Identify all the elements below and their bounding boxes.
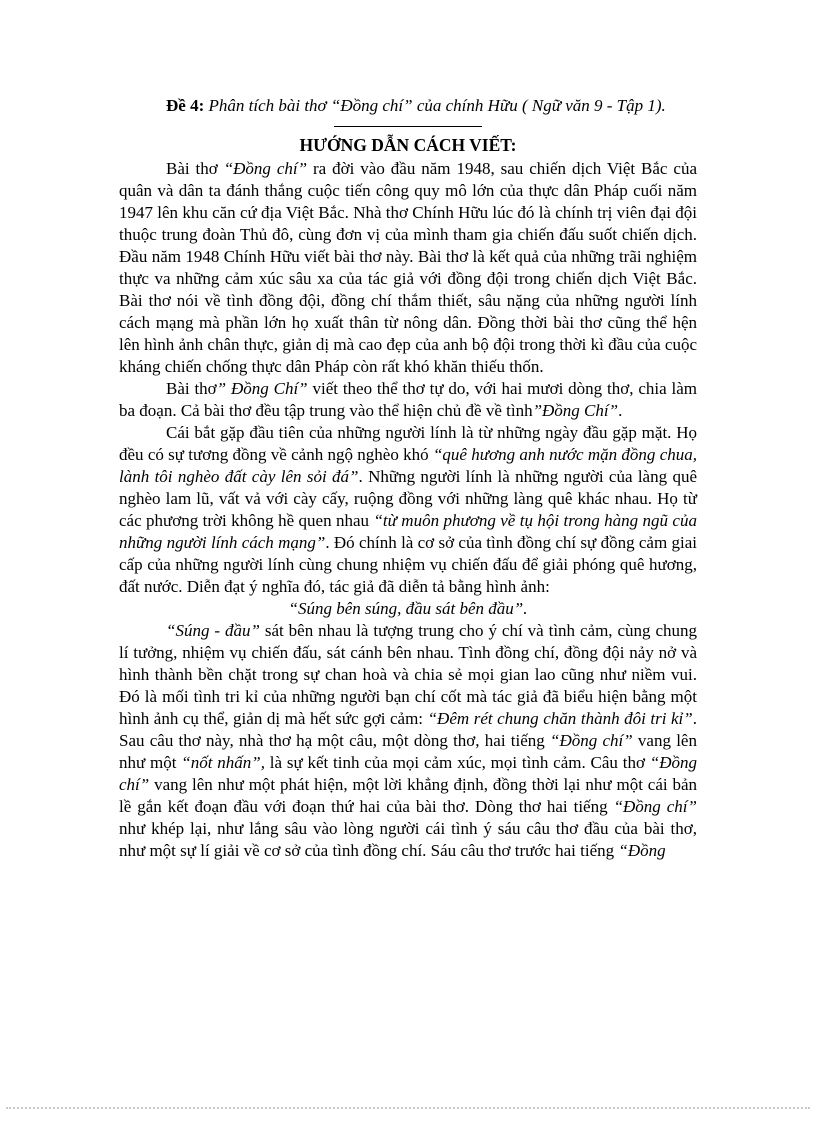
text-run: “từ muôn phương về tụ hội trong hàng ngũ của những người lính cách mạng”	[119, 511, 697, 552]
text-run: “Súng - đầu”	[166, 621, 260, 640]
text-run: Bài thơ	[166, 159, 224, 178]
poem-quote	[119, 598, 697, 620]
text-run: vang lên như một	[119, 731, 697, 772]
text-run: là sự kết tinh của mọi cảm xúc, mọi tình cảm. Câu thơ	[264, 753, 650, 772]
text-run: “nốt nhấn”,	[181, 753, 265, 772]
text-run: . Sau câu thơ này, nhà thơ hạ một câu, một dòng thơ, hai tiếng	[119, 709, 697, 750]
text-run: Bài thơ	[166, 379, 217, 398]
text-run: vang lên như một phát hiện, một lời khẳng định, đồng thời lại như một cái bản lề gắn kết đoạn đầu với đoạn thứ hai của bài thơ. Dòng thơ hai tiếng	[119, 775, 697, 816]
text-run: viết theo thể thơ tự do, với hai mươi dòng thơ, chia làm ba đoạn. Cả bài thơ đều tập trung vào thể hiện chủ đề về tình	[119, 379, 697, 420]
text-run: “Đêm rét chung chăn thành đôi tri kỉ”	[427, 709, 693, 728]
text-run: “Đồng chí”	[550, 731, 633, 750]
text-run: như khép lại, như lắng sâu vào lòng người cái tình ý sáu câu thơ đầu của bài thơ, như một sự lí giải về cơ sở của tình đồng chí. Sáu câu thơ trước hai tiếng	[119, 819, 697, 860]
paragraph-basis	[119, 422, 697, 598]
text-run: . Những người lính là những người của làng quê nghèo lam lũ, vất vả với cày cấy, ruộng đồng với những làng quê khác nhau. Họ từ các phương trời không hề quen nhau	[119, 467, 697, 530]
document-content	[119, 95, 697, 862]
text-run: ra đời vào đầu năm 1948, sau chiến dịch Việt Bắc của quân và dân ta đánh thắng cuộc tiến công quy mô lớn của thực dân Pháp cuối năm 1947 lên khu căn cứ địa Việt Bắc. Nhà thơ Chính Hữu lúc đó là chính trị viên đại đội thuộc trung đoàn Thủ đô, cùng đơn vị của mình tham gia chiến đấu suốt chiến dịch. Đầu năm 1948 Chính Hữu viết bài thơ này. Bài thơ là kết quả của những trãi nghiệm thực va những cảm xúc sâu xa của tác giả với đồng đội trong chiến dịch Việt Bắc. Bài thơ nói về tình đồng đội, đồng chí thắm thiết, sâu nặng của những người lính cách mạng mà phần lớn họ xuất thân từ nông dân. Đồng thời bài thơ cũng thể hện lên hình ảnh chân thực, giản dị mà cao đẹp của anh bộ đội trong thời kì đầu của cuộc kháng chiến chống thực dân Pháp còn rất khó khăn thiếu thốn.	[119, 159, 697, 376]
text-run: Phân tích bài thơ “Đồng chí” của chính Hữu ( Ngữ văn 9 - Tập 1).	[208, 96, 666, 115]
divider-line	[334, 126, 482, 127]
text-run: “Súng bên súng, đầu sát bên đầu”.	[288, 599, 528, 618]
text-run: “Đồng chí”	[223, 159, 308, 178]
text-run: “Đồng chí”	[613, 797, 697, 816]
text-run: ” Đồng Chí”	[216, 379, 308, 398]
text-run: “Đồng	[618, 841, 666, 860]
assignment-prompt	[119, 95, 697, 117]
text-run: ”Đồng Chí”	[532, 401, 619, 420]
paragraph-form	[119, 378, 697, 422]
text-run: sát bên nhau là tượng trung cho ý chí và tình cảm, cùng chung lí tưởng, nhiệm vụ chiến đấu, sát cánh bên nhau. Tình đồng chí, đồng đội nảy nở và hình thành bền chặt trong sự chan hoà và chia sẻ mọi gian lao cũng như niềm vui. Đó là mối tình tri kỉ của những người bạn chí cốt mà tác giả đã biểu hiện bằng một hình ảnh cụ thể, giản dị mà hết sức gợi cảm:	[119, 621, 697, 728]
text-run: . Đó chính là cơ sở của tình đồng chí sự đồng cảm giai cấp của những người lính cùng chung nhiệm vụ chiến đấu để giải phóng quê hương, đất nước. Diễn đạt ý nghĩa đó, tác giả đã diễn tả bằng hình ảnh:	[119, 533, 697, 596]
page-bottom-border	[6, 1107, 810, 1109]
text-run: “quê hương anh nước mặn đồng chua, lành tôi nghèo đất cày lên sỏi đá”	[119, 445, 698, 486]
text-run: .	[618, 401, 623, 420]
text-run: Cái bắt gặp đầu tiên của những người lính là từ những ngày đầu gặp mặt. Họ đều có sự tương đồng về cảnh ngộ nghèo khó	[119, 423, 697, 464]
text-run: HƯỚNG DẪN CÁCH VIẾT:	[299, 135, 517, 155]
paragraph-analysis	[119, 620, 697, 862]
text-run: “Đồng chí”	[119, 753, 697, 794]
section-heading	[119, 134, 697, 156]
text-run: Đề 4:	[166, 96, 209, 115]
paragraph-origin	[119, 158, 697, 378]
